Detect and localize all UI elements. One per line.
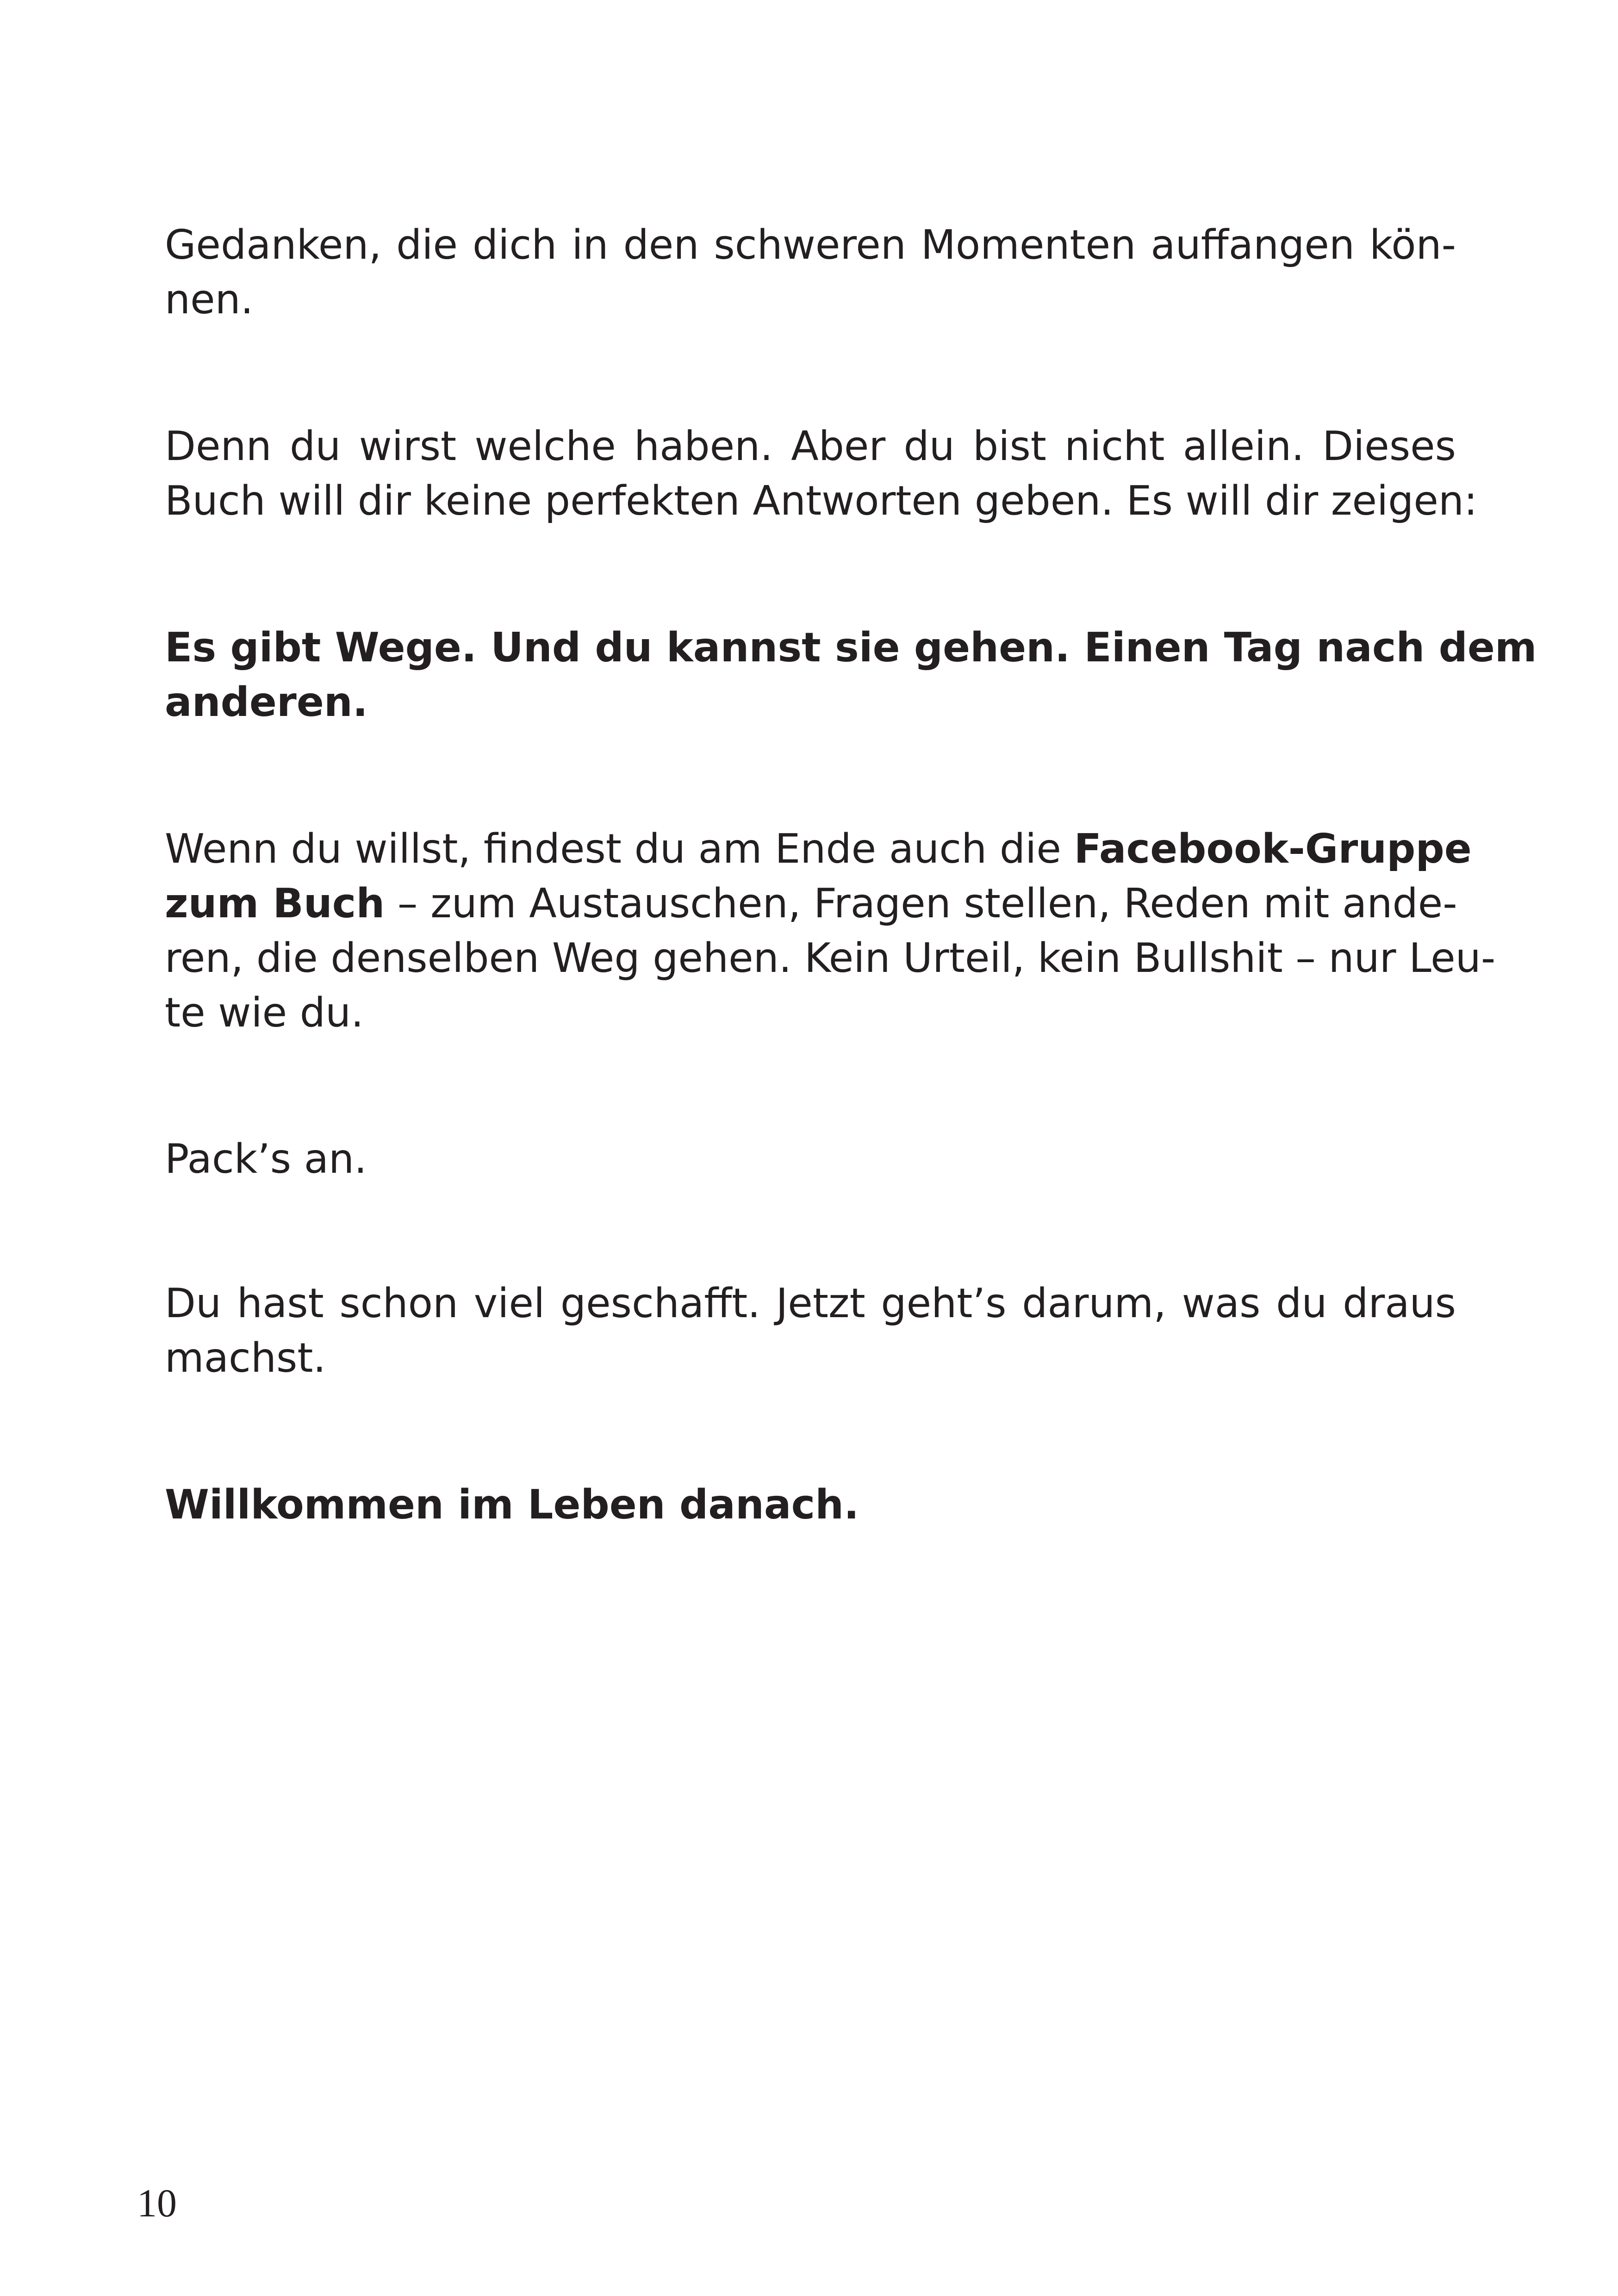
text-line: Pack’s an. [165,1135,367,1182]
facebook-group-emphasis: zum Buch [165,880,385,927]
text-line: Denn du wirst welche haben. Aber du bist nicht allein. Dieses [165,423,1456,470]
text-line [165,821,1472,876]
paragraph-thoughts [165,218,1456,327]
text-line [165,876,1456,931]
paragraph-go-for-it [165,1132,1456,1186]
text-line: nen. [165,276,254,323]
text-line: Buch will dir keine perfekten Antworten geben. Es will dir zeigen: [165,477,1478,524]
text-line: ren, die denselben Weg gehen. Kein Urteil, kein Bullshit – nur Leu- [165,934,1496,982]
text-line: machst. [165,1334,326,1381]
text-run: – zum Austauschen, Fragen stellen, Reden mit ande- [385,880,1457,927]
paragraph-achieved-a-lot [165,1276,1456,1385]
text-line: Es gibt Wege. Und du kannst sie gehen. Einen Tag nach dem [165,624,1537,671]
paragraph-there-are-ways [165,620,1537,729]
paragraph-not-alone [165,419,1478,528]
facebook-group-emphasis: Facebook-Gruppe [1074,825,1472,872]
text-line: te wie du. [165,989,364,1036]
text-run: Wenn du willst, findest du am Ende auch die [165,825,1074,872]
paragraph-facebook-group [165,821,1496,1040]
text-line: anderen. [165,678,368,726]
text-line: Gedanken, die dich in den schweren Momenten auffangen kön- [165,221,1456,268]
page-number: 10 [137,2181,177,2225]
text-line: Willkommen im Leben danach. [165,1481,859,1528]
paragraph-welcome [165,1477,1456,1532]
text-line: Du hast schon viel geschafft. Jetzt geht’s darum, was du draus [165,1280,1456,1327]
